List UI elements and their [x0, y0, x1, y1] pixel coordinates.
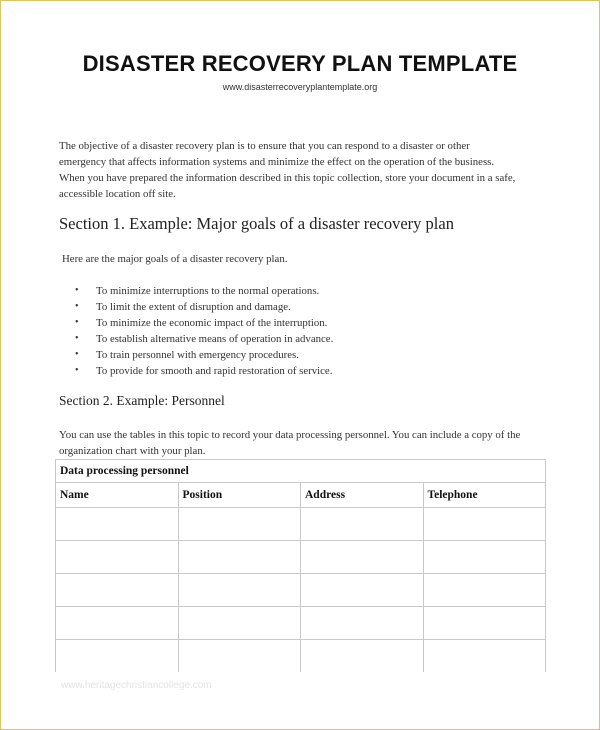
table-cell[interactable]	[178, 574, 301, 607]
table-cell[interactable]	[423, 607, 546, 640]
table-row	[56, 541, 546, 574]
column-header-address: Address	[301, 483, 424, 508]
bullet-icon: •	[75, 349, 79, 360]
goal-text: To establish alternative means of operation in advance.	[96, 333, 334, 345]
column-header-position: Position	[178, 483, 301, 508]
paragraph-line: organization chart with your plan.	[59, 445, 206, 457]
bullet-icon: •	[75, 317, 79, 328]
goal-text: To provide for smooth and rapid restoration of service.	[96, 365, 333, 377]
intro-paragraph	[59, 138, 547, 202]
section-2-heading: Section 2. Example: Personnel	[59, 393, 225, 408]
goal-text: To minimize interruptions to the normal operations.	[96, 285, 320, 297]
goals-list	[59, 283, 333, 379]
list-item	[59, 283, 333, 299]
bullet-icon: •	[75, 333, 79, 344]
table-cell[interactable]	[178, 607, 301, 640]
table-cell[interactable]	[178, 541, 301, 574]
goal-text: To train personnel with emergency procedures.	[96, 349, 299, 361]
table-cell[interactable]	[56, 574, 179, 607]
document-website: www.disasterrecoveryplantemplate.org	[222, 82, 378, 92]
table-cell[interactable]	[423, 574, 546, 607]
table-cell[interactable]	[423, 508, 546, 541]
table-cell[interactable]	[56, 607, 179, 640]
column-header-telephone: Telephone	[423, 483, 546, 508]
intro-line: When you have prepared the information described in this topic collection, store your document in a safe,	[59, 172, 516, 184]
table-cell[interactable]	[301, 640, 424, 673]
list-item	[59, 363, 333, 379]
intro-line: accessible location off site.	[59, 188, 176, 200]
section-1-lead: Here are the major goals of a disaster recovery plan.	[62, 253, 288, 265]
list-item	[59, 299, 333, 315]
section-2-paragraph	[59, 427, 547, 459]
table-cell[interactable]	[56, 640, 179, 673]
bullet-icon: •	[75, 285, 79, 296]
table-cell[interactable]	[301, 541, 424, 574]
intro-line: The objective of a disaster recovery plan is to ensure that you can respond to a disaster or other	[59, 140, 470, 152]
list-item	[59, 347, 333, 363]
table-cell[interactable]	[178, 640, 301, 673]
section-1-heading: Section 1. Example: Major goals of a disaster recovery plan	[59, 214, 454, 233]
personnel-table	[55, 459, 546, 672]
table-cell[interactable]	[301, 574, 424, 607]
paragraph-line: You can use the tables in this topic to record your data processing personnel. You can include a copy of the	[59, 429, 521, 441]
table-cell[interactable]	[56, 508, 179, 541]
watermark-text: www.heritagechristiancollege.com	[61, 680, 212, 691]
list-item	[59, 315, 333, 331]
goal-text: To minimize the economic impact of the interruption.	[96, 317, 328, 329]
bullet-icon: •	[75, 365, 79, 376]
table-cell[interactable]	[301, 607, 424, 640]
table-cell[interactable]	[423, 640, 546, 673]
bullet-icon: •	[75, 301, 79, 312]
document-title: DISASTER RECOVERY PLAN TEMPLATE	[82, 51, 518, 76]
goal-text: To limit the extent of disruption and damage.	[96, 301, 291, 313]
list-item	[59, 331, 333, 347]
table-row	[56, 574, 546, 607]
table-cell[interactable]	[301, 508, 424, 541]
table-row	[56, 640, 546, 673]
table-row	[56, 607, 546, 640]
table-caption: Data processing personnel	[56, 460, 546, 483]
table-cell[interactable]	[56, 541, 179, 574]
table-cell[interactable]	[178, 508, 301, 541]
table-row	[56, 508, 546, 541]
table-cell[interactable]	[423, 541, 546, 574]
column-header-name: Name	[56, 483, 179, 508]
intro-line: emergency that affects information systems and minimize the effect on the operation of the business.	[59, 156, 495, 168]
